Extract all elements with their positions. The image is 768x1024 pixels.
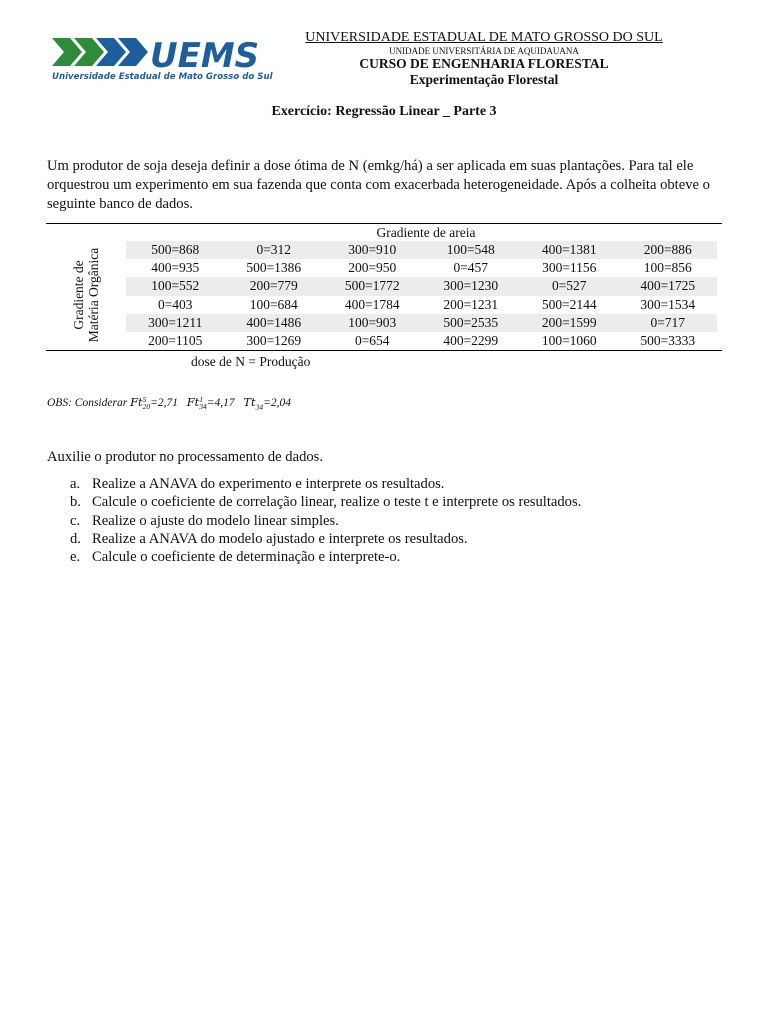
ft-sup-2: 1 <box>199 395 204 405</box>
table-cell: 400=1486 <box>225 314 324 332</box>
data-grid <box>126 241 717 350</box>
table-row <box>126 259 717 277</box>
obs-note <box>47 395 291 411</box>
tt-value: =2,04 <box>263 397 291 409</box>
row-header-line-1: Gradiente de <box>71 260 86 330</box>
table-cell: 400=1784 <box>344 296 400 312</box>
list-text: Calcule o coeficiente de determinação e interprete-o. <box>92 549 401 566</box>
tt-symbol: Tt <box>243 395 256 409</box>
table-note: dose de N = Produção <box>191 354 311 369</box>
table-cell: 200=1231 <box>443 296 499 312</box>
list-letter: e. <box>70 549 81 566</box>
ft-sup-1: 5 <box>142 395 147 405</box>
list-letter: a. <box>70 476 81 492</box>
table-cell: 500=1386 <box>246 260 302 276</box>
logo-subtitle: Universidade Estadual de Mato Grosso do Sul <box>52 72 273 82</box>
table-cell: 100=548 <box>422 241 521 259</box>
list-item <box>70 530 581 548</box>
table-top-rule <box>46 223 722 224</box>
table-cell: 200=950 <box>348 260 397 276</box>
table-cell: 500=2144 <box>541 296 597 312</box>
course-name: CURSO DE ENGENHARIA FLORESTAL <box>359 56 609 71</box>
list-text: Realize a ANAVA do modelo ajustado e interprete os resultados. <box>92 530 468 547</box>
table-cell: 300=910 <box>323 241 422 259</box>
institution-header <box>290 30 678 88</box>
list-item <box>70 493 581 511</box>
table-cell: 400=2299 <box>443 333 499 349</box>
table-cell: 400=935 <box>151 260 200 276</box>
uems-logo <box>52 34 273 86</box>
data-table <box>46 223 722 369</box>
table-cell: 500=3333 <box>640 333 696 349</box>
ft-value-2: =4,17 <box>206 397 235 409</box>
table-cell: 300=1230 <box>422 277 521 295</box>
table-cell: 200=1105 <box>148 333 203 349</box>
intro-paragraph: Um produtor de soja deseja definir a dose ótima de N (emkg/há) a ser aplicada em suas plantações. Para tal ele orquestrou um experimento em sua fazenda que conta com exacerbada heterogeneidade. Após a colheita obteve o seguinte banco de dados. <box>47 158 710 212</box>
table-row <box>126 296 717 314</box>
list-letter: b. <box>70 494 81 511</box>
table-cell: 0=312 <box>225 241 324 259</box>
column-header: Gradiente de areia <box>376 225 476 240</box>
table-cell: 400=1725 <box>619 277 718 295</box>
table-row <box>126 277 717 295</box>
table-cell: 0=457 <box>453 260 489 276</box>
table-cell: 0=654 <box>354 333 390 349</box>
table-cell: 100=552 <box>126 277 225 295</box>
logo-text: UEMS <box>150 36 260 74</box>
table-cell: 500=1772 <box>323 277 422 295</box>
ft-symbol-1: Ft <box>130 395 143 409</box>
table-row <box>126 241 717 259</box>
obs-prefix: OBS: Considerar <box>47 397 128 409</box>
row-header <box>56 241 116 349</box>
exercise-title: Exercício: Regressão Linear _ Parte 3 <box>271 104 497 119</box>
ft-sub-2: 34 <box>199 402 207 412</box>
tt-sub: 34 <box>255 402 264 412</box>
table-cell: 0=717 <box>619 314 718 332</box>
table-cell: 100=903 <box>323 314 422 332</box>
ft-value-1: =2,71 <box>150 397 179 409</box>
university-name: UNIVERSIDADE ESTADUAL DE MATO GROSSO DO SUL <box>305 30 663 45</box>
table-cell: 200=1599 <box>520 314 619 332</box>
table-cell: 500=2535 <box>422 314 521 332</box>
list-text: Realize o ajuste do modelo linear simples. <box>92 512 339 529</box>
list-text: Calcule o coeficiente de correlação linear, realize o teste t e interprete os resultados. <box>92 494 582 511</box>
list-item <box>70 475 581 493</box>
list-item <box>70 548 581 566</box>
table-bottom-rule <box>46 350 722 351</box>
table-cell: 100=856 <box>643 260 692 276</box>
table-cell: 300=1211 <box>126 314 225 332</box>
table-cell: 0=527 <box>520 277 619 295</box>
table-cell: 100=1060 <box>541 333 597 349</box>
list-letter: c. <box>70 512 81 529</box>
table-row <box>126 332 717 350</box>
list-letter: d. <box>70 530 81 547</box>
auxilie-paragraph: Auxilie o produtor no processamento de dados. <box>47 449 324 465</box>
table-cell: 300=1156 <box>542 260 597 276</box>
table-cell: 200=779 <box>225 277 324 295</box>
table-cell: 100=684 <box>249 296 298 312</box>
task-list <box>70 475 581 566</box>
discipline-name: Experimentação Florestal <box>409 72 559 87</box>
table-cell: 200=886 <box>619 241 718 259</box>
table-cell: 0=403 <box>157 296 193 312</box>
row-header-line-2: Matéria Orgânica <box>86 247 101 343</box>
table-row <box>126 314 717 332</box>
logo-arrows-graphic <box>52 34 262 74</box>
table-cell: 400=1381 <box>520 241 619 259</box>
table-cell: 300=1269 <box>246 333 302 349</box>
list-item <box>70 512 581 530</box>
ft-symbol-2: Ft <box>186 395 200 409</box>
unit-name: UNIDADE UNIVERSITÁRIA DE AQUIDAUANA <box>389 46 579 56</box>
list-text: Realize a ANAVA do experimento e interprete os resultados. <box>92 476 445 492</box>
ft-sub-1: 20 <box>142 402 151 412</box>
table-cell: 300=1534 <box>640 296 696 312</box>
table-cell: 500=868 <box>126 241 225 259</box>
